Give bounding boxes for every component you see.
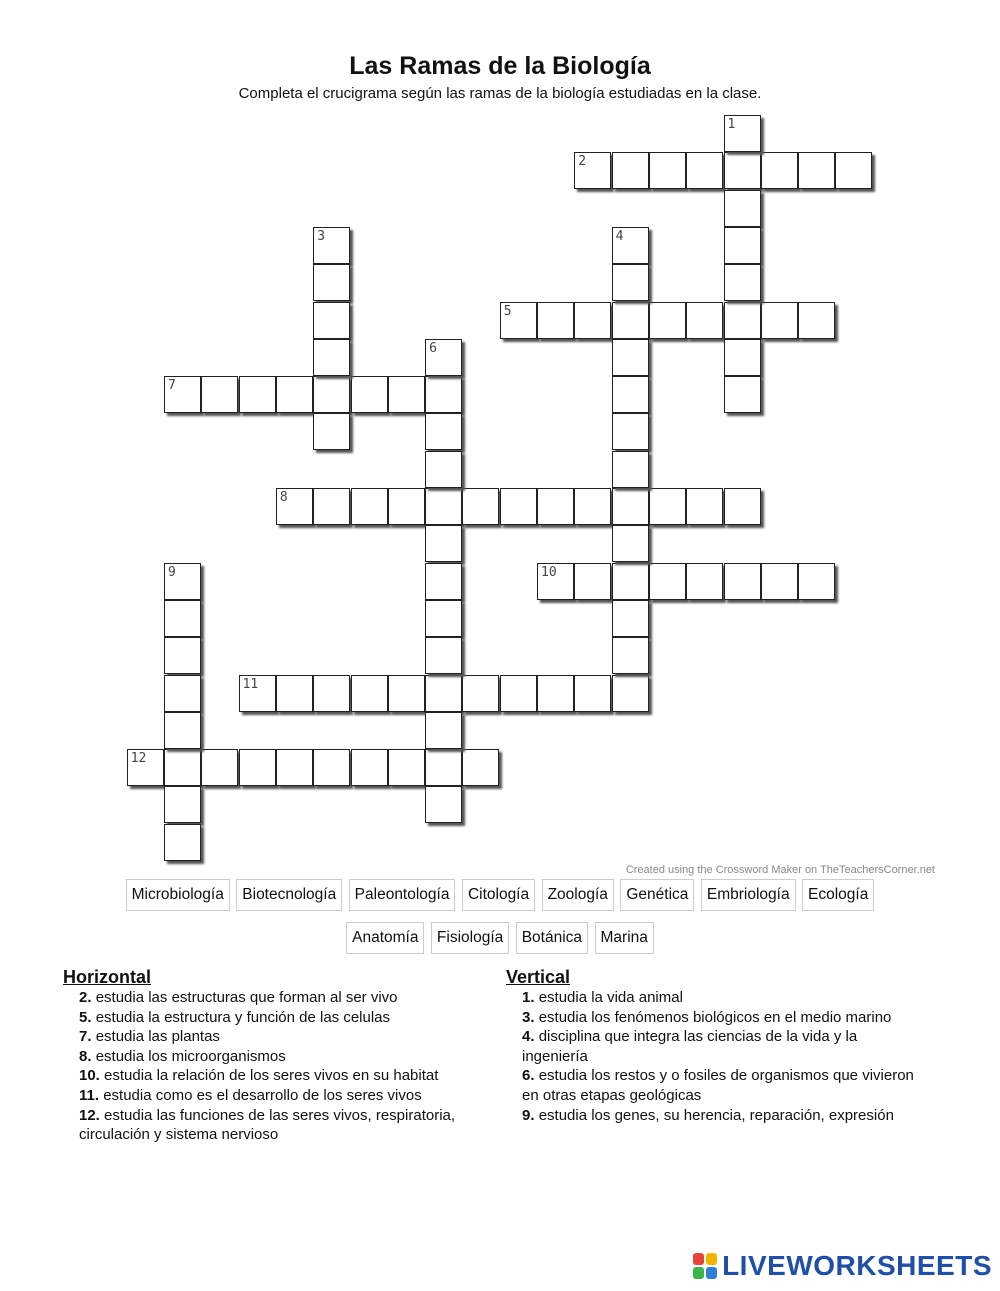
crossword-cell[interactable] xyxy=(612,637,649,674)
crossword-cell[interactable] xyxy=(425,563,462,600)
clue-number: 6 xyxy=(429,340,437,356)
crossword-cell[interactable] xyxy=(612,339,649,376)
crossword-cell[interactable] xyxy=(164,786,201,823)
word-bank-item: Citología xyxy=(462,879,535,911)
clue-item: 1. estudia la vida animal xyxy=(522,989,683,1006)
clue-item: 12. estudia las funciones de las seres vivos, respiratoria, circulación y sistema nervioso xyxy=(79,1106,456,1144)
crossword-cell[interactable] xyxy=(574,302,611,339)
crossword-cell[interactable] xyxy=(612,563,649,600)
crossword-cell[interactable] xyxy=(276,749,313,786)
horizontal-clues xyxy=(63,966,459,1145)
crossword-cell[interactable] xyxy=(425,600,462,637)
crossword-cell[interactable] xyxy=(425,339,462,376)
crossword-cell[interactable] xyxy=(276,488,313,525)
word-bank-item: Embriología xyxy=(701,879,796,911)
crossword-cell[interactable] xyxy=(388,749,425,786)
crossword-cell[interactable] xyxy=(276,675,313,712)
crossword-cell[interactable] xyxy=(388,675,425,712)
clue-item: 9. estudia los genes, su herencia, reparación, expresión xyxy=(522,1106,894,1124)
crossword-cell[interactable] xyxy=(313,413,350,450)
crossword-cell[interactable] xyxy=(500,302,537,339)
crossword-cell[interactable] xyxy=(537,302,574,339)
crossword-cell[interactable] xyxy=(612,488,649,525)
crossword-cell[interactable] xyxy=(798,152,835,189)
crossword-cell[interactable] xyxy=(649,152,686,189)
crossword-cell[interactable] xyxy=(686,488,723,525)
crossword-cell[interactable] xyxy=(500,675,537,712)
clue-item: 5. estudia la estructura y función de las celulas xyxy=(79,1008,391,1026)
word-bank-item: Marina xyxy=(595,922,654,954)
crossword-cell[interactable] xyxy=(313,339,350,376)
crossword-cell[interactable] xyxy=(239,376,276,413)
crossword-cell[interactable] xyxy=(201,376,238,413)
clue-item: 8. estudia los microorganismos xyxy=(79,1047,286,1065)
page-subtitle: Completa el crucigrama según las ramas de la biología estudiadas en la clase. xyxy=(238,85,762,102)
vertical-clues xyxy=(506,966,922,1125)
crossword-cell[interactable] xyxy=(313,488,350,525)
word-bank-item: Botánica xyxy=(516,922,588,954)
crossword-cell[interactable] xyxy=(462,488,499,525)
clue-item: 10. estudia la relación de los seres vivos en su habitat xyxy=(79,1067,439,1085)
crossword-cell[interactable] xyxy=(164,563,201,600)
logo-icon xyxy=(692,1252,718,1280)
logo-square xyxy=(706,1267,717,1279)
crossword-cell[interactable] xyxy=(351,376,388,413)
clue-number: 1 xyxy=(727,117,736,132)
logo-square xyxy=(693,1267,704,1279)
crossword-cell[interactable] xyxy=(388,376,425,413)
crossword-cell[interactable] xyxy=(164,376,201,413)
crossword-cell[interactable] xyxy=(313,302,350,339)
crossword-cell[interactable] xyxy=(164,675,201,712)
crossword-cell[interactable] xyxy=(761,302,798,339)
crossword-cell[interactable] xyxy=(425,413,462,450)
crossword-cell[interactable] xyxy=(425,451,462,488)
logo-square xyxy=(693,1253,704,1265)
crossword-cell[interactable] xyxy=(537,488,574,525)
clue-number: 5 xyxy=(503,303,512,319)
crossword-cell[interactable] xyxy=(724,227,761,264)
crossword-cell[interactable] xyxy=(612,227,649,264)
crossword-cell[interactable] xyxy=(574,152,611,189)
crossword-cell[interactable] xyxy=(612,152,649,189)
crossword-cell[interactable] xyxy=(724,115,761,152)
crossword-cell[interactable] xyxy=(686,302,723,339)
crossword-cell[interactable] xyxy=(313,749,350,786)
crossword-cell[interactable] xyxy=(612,264,649,301)
crossword-cell[interactable] xyxy=(351,488,388,525)
clue-number: 11 xyxy=(242,676,259,692)
crossword-cell[interactable] xyxy=(686,563,723,600)
logo-square xyxy=(706,1253,717,1265)
crossword-cell[interactable] xyxy=(649,302,686,339)
crossword-cell[interactable] xyxy=(724,264,761,301)
word-bank-item: Fisiología xyxy=(431,922,509,954)
crossword-cell[interactable] xyxy=(612,451,649,488)
clue-number: 8 xyxy=(279,490,288,505)
crossword-cell[interactable] xyxy=(164,824,201,861)
crossword-cell[interactable] xyxy=(724,152,761,189)
crossword-cell[interactable] xyxy=(724,563,761,600)
clue-number: 7 xyxy=(168,378,176,394)
clue-item: 3. estudia los fenómenos biológicos en el medio marino xyxy=(522,1008,892,1026)
word-bank-item: Paleontología xyxy=(349,879,456,911)
crossword-cell[interactable] xyxy=(425,376,462,413)
word-bank-item: Genética xyxy=(620,879,694,911)
clue-item: 6. estudia los restos y o fosiles de organismos que vivieron en otras etapas geológicas xyxy=(522,1067,914,1104)
word-bank-item: Zoología xyxy=(542,879,614,911)
crossword-cell[interactable] xyxy=(724,302,761,339)
clue-number: 9 xyxy=(168,564,176,580)
crossword-cell[interactable] xyxy=(612,376,649,413)
word-bank-row-2 xyxy=(0,922,1000,954)
crossword-cell[interactable] xyxy=(537,675,574,712)
crossword-cell[interactable] xyxy=(686,152,723,189)
clue-number: 3 xyxy=(317,228,326,244)
crossword-cell[interactable] xyxy=(649,563,686,600)
crossword-cell[interactable] xyxy=(276,376,313,413)
crossword-cell[interactable] xyxy=(612,525,649,562)
crossword-cell[interactable] xyxy=(649,488,686,525)
crossword-cell[interactable] xyxy=(239,675,276,712)
logo-text: LIVEWORKSHEETS xyxy=(722,1250,992,1281)
word-bank-item: Anatomía xyxy=(346,922,424,954)
crossword-cell[interactable] xyxy=(574,488,611,525)
crossword-cell[interactable] xyxy=(239,749,276,786)
crossword-cell[interactable] xyxy=(313,675,350,712)
crossword-cell[interactable] xyxy=(425,637,462,674)
clue-number: 10 xyxy=(541,564,557,580)
crossword-cell[interactable] xyxy=(462,749,499,786)
crossword-cell[interactable] xyxy=(574,563,611,600)
crossword-cell[interactable] xyxy=(724,190,761,227)
crossword-cell[interactable] xyxy=(313,264,350,301)
clue-item: 7. estudia las plantas xyxy=(79,1028,220,1046)
crossword-cell[interactable] xyxy=(127,749,164,786)
crossword-cell[interactable] xyxy=(574,675,611,712)
clue-item: 4. disciplina que integra las ciencias de la vida y la ingeniería xyxy=(522,1028,858,1065)
crossword-cell[interactable] xyxy=(425,712,462,749)
vertical-heading: Vertical xyxy=(506,967,571,987)
clue-number: 12 xyxy=(130,751,147,767)
clue-item: 11. estudia como es el desarrollo de los seres vivos xyxy=(79,1086,422,1104)
crossword-cell[interactable] xyxy=(425,488,462,525)
crossword-cell[interactable] xyxy=(612,302,649,339)
crossword-cell[interactable] xyxy=(500,488,537,525)
crossword-cell[interactable] xyxy=(835,152,872,189)
crossword-cell[interactable] xyxy=(425,525,462,562)
crossword-cell[interactable] xyxy=(201,749,238,786)
crossword-cell[interactable] xyxy=(425,749,462,786)
crossword-cell[interactable] xyxy=(313,227,350,264)
clue-number: 2 xyxy=(578,154,587,170)
crossword-cell[interactable] xyxy=(798,302,835,339)
liveworksheets-logo xyxy=(692,1250,992,1282)
page-title: Las Ramas de la Biología xyxy=(349,52,651,80)
crossword-cell[interactable] xyxy=(724,376,761,413)
credit-text: Created using the Crossword Maker on TheTeachersCorner.net xyxy=(625,864,935,876)
crossword-cell[interactable] xyxy=(164,637,201,674)
crossword-cell[interactable] xyxy=(798,563,835,600)
word-bank-row-1 xyxy=(0,879,1000,911)
word-bank-item: Biotecnología xyxy=(236,879,342,911)
crossword-cell[interactable] xyxy=(388,488,425,525)
crossword-cell[interactable] xyxy=(612,413,649,450)
crossword-cell[interactable] xyxy=(724,339,761,376)
crossword-cell[interactable] xyxy=(761,152,798,189)
crossword-cell[interactable] xyxy=(612,600,649,637)
crossword-cell[interactable] xyxy=(164,600,201,637)
clue-item: 2. estudia las estructuras que forman al ser vivo xyxy=(79,989,398,1006)
crossword-cell[interactable] xyxy=(164,749,201,786)
crossword-cell[interactable] xyxy=(425,786,462,823)
crossword-cell[interactable] xyxy=(164,712,201,749)
clue-number: 4 xyxy=(615,228,624,244)
crossword-cell[interactable] xyxy=(761,563,798,600)
crossword-cell[interactable] xyxy=(351,675,388,712)
crossword-cell[interactable] xyxy=(612,675,649,712)
crossword-cell[interactable] xyxy=(351,749,388,786)
crossword-cell[interactable] xyxy=(313,376,350,413)
crossword-cell[interactable] xyxy=(425,675,462,712)
word-bank-item: Ecología xyxy=(802,879,874,911)
word-bank-item: Microbiología xyxy=(126,879,230,911)
crossword-cell[interactable] xyxy=(462,675,499,712)
crossword-cell[interactable] xyxy=(537,563,574,600)
horizontal-heading: Horizontal xyxy=(63,967,151,987)
crossword-cell[interactable] xyxy=(724,488,761,525)
